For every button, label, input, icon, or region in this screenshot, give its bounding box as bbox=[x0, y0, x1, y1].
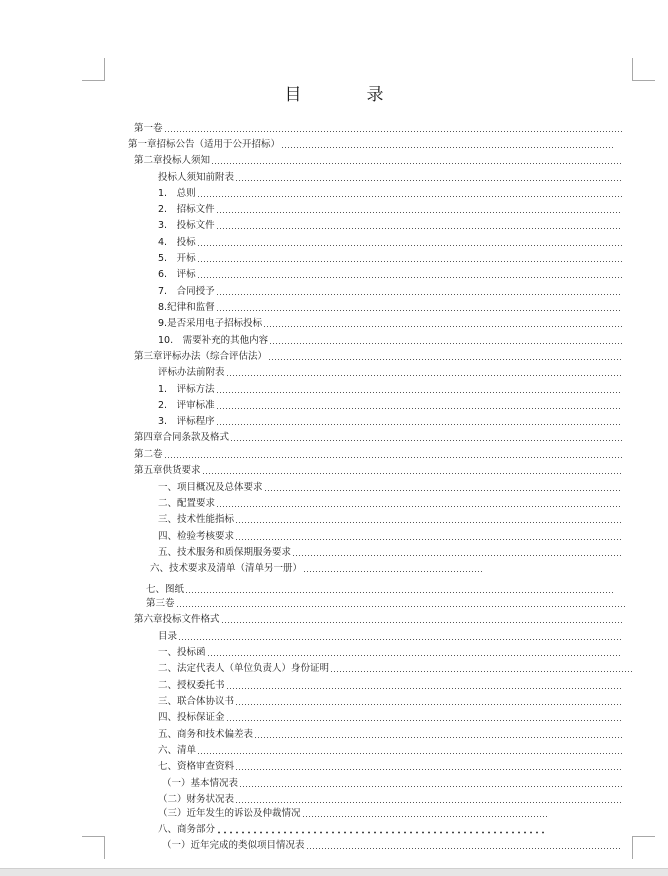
toc-entry[interactable]: 七、图纸 bbox=[146, 584, 616, 596]
leader-dots bbox=[185, 591, 615, 594]
leader-dots bbox=[216, 505, 622, 508]
toc-entry[interactable]: 二、法定代表人（单位负责人）身份证明 bbox=[158, 663, 633, 675]
toc-entry[interactable]: 1. 总则 bbox=[158, 188, 623, 200]
leader-dots bbox=[216, 227, 622, 230]
leader-dots bbox=[306, 847, 622, 850]
toc-entry[interactable]: 第五章供货要求 bbox=[134, 465, 623, 477]
crop-mark-top-left bbox=[82, 58, 105, 81]
toc-entry[interactable]: 第一章招标公告（适用于公开招标） bbox=[128, 139, 616, 151]
leader-dots bbox=[264, 489, 622, 492]
toc-entry[interactable]: （二）财务状况表 bbox=[158, 794, 623, 806]
toc-title: 目 录 bbox=[284, 85, 408, 105]
toc-entry[interactable]: 三、联合体协议书 bbox=[158, 696, 623, 708]
leader-dots bbox=[303, 570, 482, 573]
toc-entry[interactable]: 一、投标函 bbox=[158, 647, 623, 659]
toc-entry[interactable]: 四、检验考核要求 bbox=[158, 531, 623, 543]
leader-dots bbox=[254, 736, 622, 739]
leader-dots bbox=[202, 472, 622, 475]
leader-dots bbox=[221, 621, 622, 624]
toc-entry[interactable]: 第一卷 bbox=[134, 123, 623, 135]
leader-dots bbox=[302, 815, 549, 818]
toc-entry[interactable]: 8.纪律和监督 bbox=[158, 302, 623, 314]
toc-entry[interactable]: 2. 评审标准 bbox=[158, 400, 623, 412]
leader-dots bbox=[268, 358, 622, 361]
leader-dots bbox=[216, 211, 622, 214]
leader-dots bbox=[197, 260, 622, 263]
toc-entry[interactable]: 10. 需要补充的其他内容 bbox=[158, 335, 623, 347]
leader-dots bbox=[164, 456, 622, 459]
crop-mark-top-right bbox=[632, 58, 655, 81]
toc-entry[interactable]: 四、投标保证金 bbox=[158, 712, 623, 724]
crop-mark-bottom-right bbox=[632, 836, 655, 859]
leader-dots bbox=[235, 538, 622, 541]
toc-entry[interactable]: 7. 合同授予 bbox=[158, 286, 623, 298]
toc-entry[interactable]: 第四章合同条款及格式 bbox=[134, 432, 623, 444]
toc-entry[interactable]: 第二章投标人须知 bbox=[134, 155, 623, 167]
toc-entry[interactable]: 五、商务和技术偏差表 bbox=[158, 729, 623, 741]
leader-dots bbox=[216, 423, 622, 426]
leader-dots bbox=[235, 801, 622, 804]
leader-dots bbox=[176, 605, 625, 608]
toc-entry[interactable]: 二、授权委托书 bbox=[158, 680, 623, 692]
leader-dots bbox=[216, 309, 622, 312]
leader-dots bbox=[330, 670, 632, 673]
leader-dots bbox=[269, 342, 622, 345]
toc-entry[interactable]: 三、技术性能指标 bbox=[158, 514, 623, 526]
toc-entry[interactable]: 第二卷 bbox=[134, 449, 623, 461]
toc-entry[interactable]: （一）近年完成的类似项目情况表 bbox=[162, 840, 623, 852]
leader-dots bbox=[226, 374, 622, 377]
toc-entry[interactable]: 3. 投标文件 bbox=[158, 220, 623, 232]
leader-dots bbox=[216, 391, 622, 394]
leader-dots bbox=[239, 785, 622, 788]
toc-entry[interactable]: 五、技术服务和质保期服务要求 bbox=[158, 547, 623, 559]
toc-entry[interactable]: 3. 评标程序 bbox=[158, 416, 623, 428]
toc-entry[interactable]: 七、资格审查资料 bbox=[158, 761, 623, 773]
leader-dots bbox=[226, 687, 622, 690]
leader-dots bbox=[235, 768, 622, 771]
toc-entry[interactable]: 4. 投标 bbox=[158, 237, 623, 249]
toc-entry[interactable]: 第六章投标文件格式 bbox=[134, 614, 623, 626]
leader-dots bbox=[216, 293, 622, 296]
toc-entry[interactable]: 六、清单 bbox=[158, 745, 623, 757]
leader-dots bbox=[226, 719, 622, 722]
leader-dots bbox=[178, 638, 622, 641]
leader-dots bbox=[216, 407, 622, 410]
toc-entry[interactable]: 5. 开标 bbox=[158, 253, 623, 265]
toc-entry[interactable]: 六、技术要求及清单（清单另一册） bbox=[150, 563, 483, 575]
leader-dots bbox=[281, 146, 615, 149]
toc-entry[interactable]: 2. 招标文件 bbox=[158, 204, 623, 216]
leader-dots bbox=[197, 195, 622, 198]
leader-dots bbox=[197, 276, 622, 279]
leader-dots bbox=[235, 521, 622, 524]
leader-dots bbox=[164, 130, 622, 133]
toc-entry[interactable]: 目录 bbox=[158, 631, 623, 643]
leader-dots bbox=[235, 179, 622, 182]
leader-dots bbox=[211, 162, 622, 165]
toc-entry[interactable]: 评标办法前附表 bbox=[158, 367, 623, 379]
leader-dots bbox=[216, 831, 545, 834]
toc-entry[interactable]: （三）近年发生的诉讼及仲裁情况 bbox=[158, 808, 550, 820]
toc-entry[interactable]: 一、项目概况及总体要求 bbox=[158, 482, 623, 494]
toc-entry[interactable]: 1. 评标方法 bbox=[158, 384, 623, 396]
leader-dots bbox=[292, 554, 622, 557]
toc-entry[interactable]: 6. 评标 bbox=[158, 269, 623, 281]
toc-entry[interactable]: 第三卷 bbox=[146, 598, 626, 610]
crop-mark-bottom-left bbox=[82, 836, 105, 859]
leader-dots bbox=[263, 325, 622, 328]
toc-entry[interactable]: （一）基本情况表 bbox=[162, 778, 623, 790]
leader-dots bbox=[197, 752, 622, 755]
toc-entry[interactable]: 第三章评标办法（综合评估法） bbox=[134, 351, 623, 363]
leader-dots bbox=[230, 439, 622, 442]
leader-dots bbox=[197, 244, 622, 247]
toc-entry[interactable]: 八、商务部分 bbox=[158, 824, 546, 836]
leader-dots bbox=[235, 703, 622, 706]
toc-entry[interactable]: 投标人须知前附表 bbox=[158, 172, 623, 184]
toc-entry[interactable]: 9.是否采用电子招标投标 bbox=[158, 318, 623, 330]
toc-entry[interactable]: 二、配置要求 bbox=[158, 498, 623, 510]
leader-dots bbox=[207, 654, 622, 657]
